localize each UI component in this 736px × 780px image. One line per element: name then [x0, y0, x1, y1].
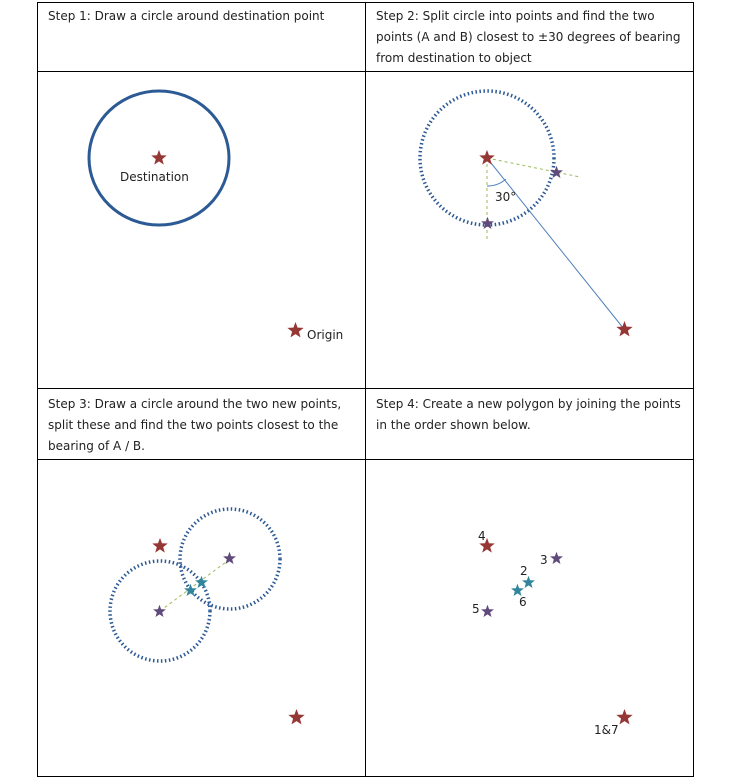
step4-caption: Step 4: Create a new polygon by joining the points in the order shown below.: [376, 397, 681, 432]
polygon-point-5-star-icon: [481, 605, 494, 617]
order-label-3: 3: [540, 553, 548, 567]
connecting-dashed-line: [160, 559, 230, 611]
step2-caption: Step 2: Split circle into points and find the two points (A and B) closest to ±30 degrees of bearing from destination to object: [376, 9, 681, 65]
point-b-star-icon: [550, 166, 563, 178]
step4-diagram: [472, 529, 633, 737]
order-label-6: 6: [519, 595, 527, 609]
origin-star-icon: [287, 322, 303, 337]
step3-diagram: [110, 509, 305, 724]
order-label-2: 2: [520, 564, 528, 578]
order-label-4: 4: [478, 529, 486, 543]
step1-diagram: [89, 91, 343, 342]
destination-star-icon: [152, 538, 167, 553]
origin-star-icon: [288, 709, 304, 724]
step1-caption: Step 1: Draw a circle around destination point: [48, 9, 325, 23]
step2-diagram: [420, 91, 633, 336]
order-label-5: 5: [472, 602, 480, 616]
point-a-star-icon: [153, 605, 166, 617]
angle-label: 30°: [495, 190, 517, 204]
point-a-star-icon: [481, 217, 494, 229]
origin-label: Origin: [307, 328, 344, 342]
point-b-star-icon: [223, 552, 236, 564]
angle-arc: [487, 179, 506, 186]
angled-dashed-line: [487, 158, 580, 177]
destination-star-icon: [151, 150, 166, 165]
destination-star-icon: [479, 150, 494, 165]
bearing-line: [487, 158, 624, 329]
destination-label: Destination: [120, 170, 189, 184]
polygon-point-3-star-icon: [550, 552, 563, 564]
step3-caption: Step 3: Draw a circle around the two new points, split these and find the two points closest to the bearing of A / B.: [48, 397, 342, 453]
polygon-point-1-star-icon: [616, 709, 632, 724]
order-label-1-7: 1&7: [594, 723, 619, 737]
